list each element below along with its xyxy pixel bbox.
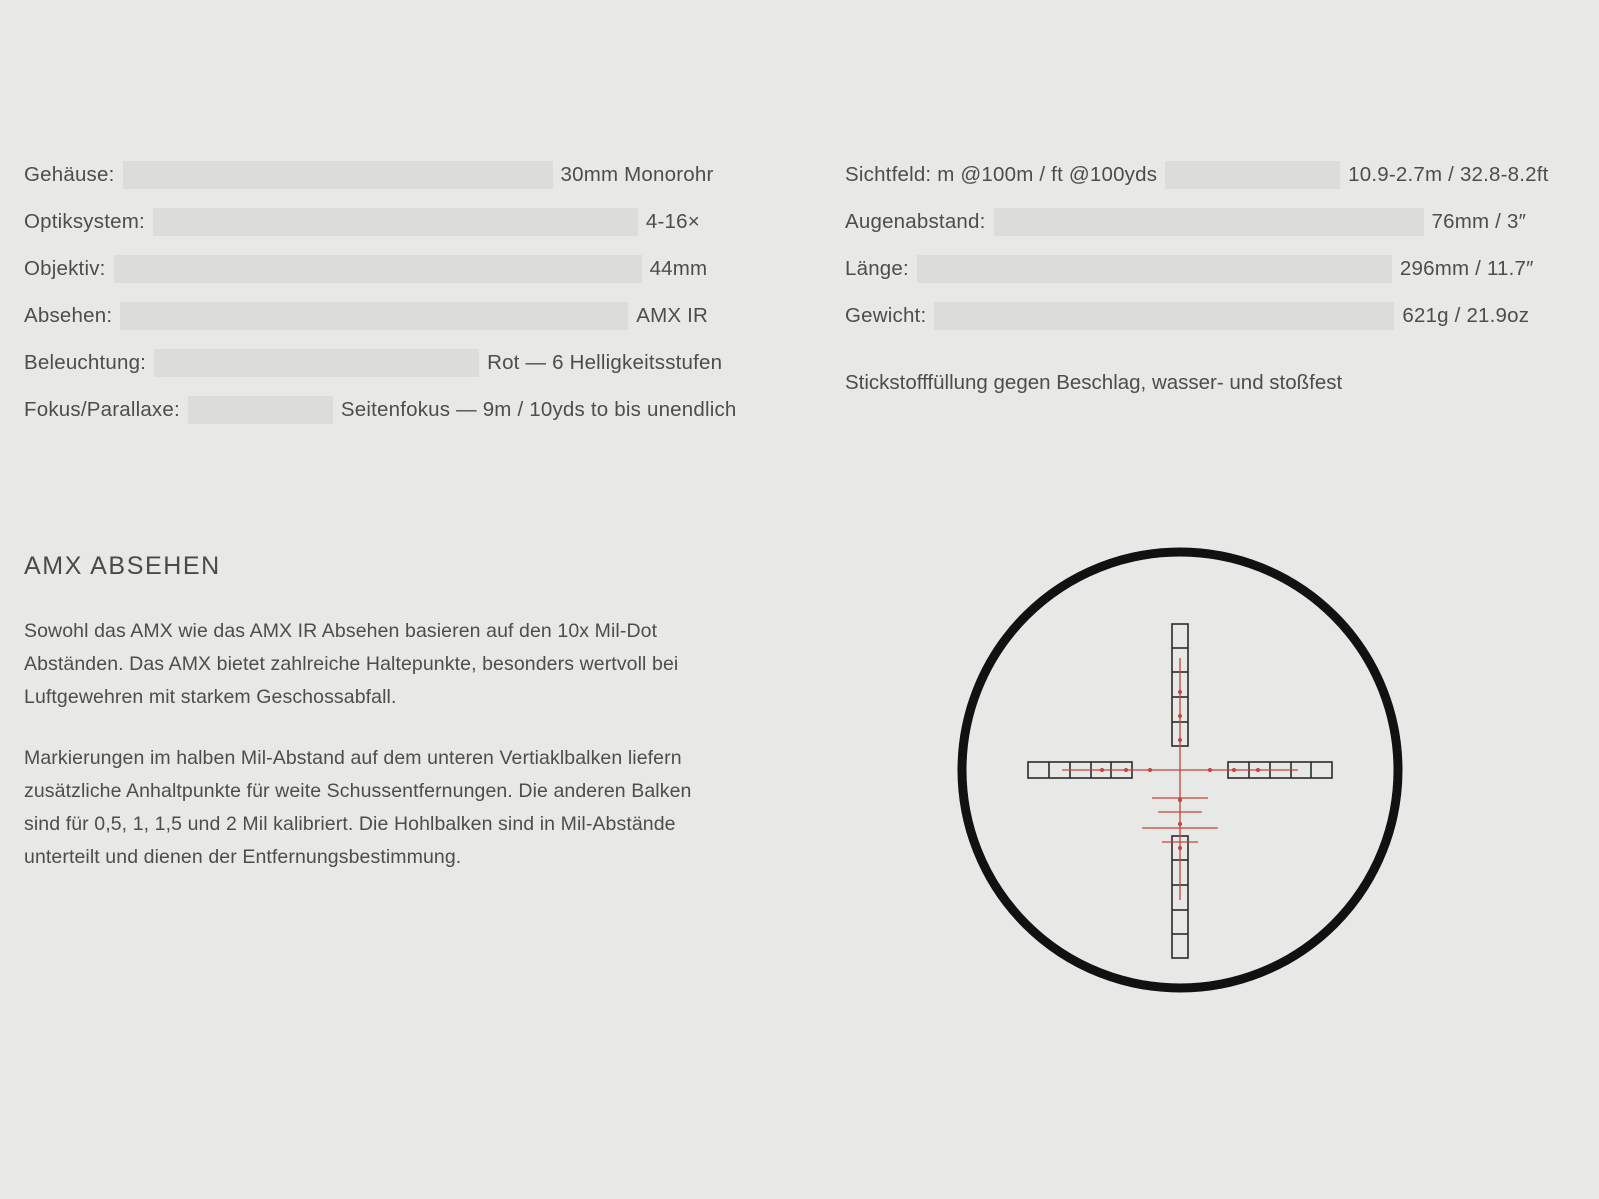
spec-row xyxy=(845,160,1550,190)
spec-value: 30mm Monorohr xyxy=(560,163,714,186)
spec-filler-bar xyxy=(934,302,1394,330)
spec-label: Fokus/Parallaxe: xyxy=(24,398,180,421)
spec-value: AMX IR xyxy=(636,304,709,327)
spec-filler-bar xyxy=(917,255,1392,283)
spec-label: Beleuchtung: xyxy=(24,351,147,374)
section-title: AMX ABSEHEN xyxy=(24,552,221,580)
spec-filler-bar xyxy=(994,208,1424,236)
spec-value: 76mm / 3″ xyxy=(1431,210,1527,233)
spec-row xyxy=(845,301,1550,331)
spec-value: 10.9-2.7m / 32.8-8.2ft xyxy=(1348,163,1549,186)
spec-label: Gewicht: xyxy=(845,304,927,327)
spec-value: Seitenfokus — 9m / 10yds to bis unendlich xyxy=(340,398,737,421)
spec-row xyxy=(24,348,724,378)
spec-filler-bar xyxy=(154,349,479,377)
spec-filler-bar xyxy=(123,161,553,189)
spec-row xyxy=(24,395,737,425)
spec-value: 296mm / 11.7″ xyxy=(1399,257,1534,280)
spec-label: Absehen: xyxy=(24,304,113,327)
reticle-crosshair xyxy=(1062,658,1298,900)
reticle-paragraph: Sowohl das AMX wie das AMX IR Absehen basieren auf den 10x Mil-Dot Abständen. Das AMX bietet zahlreiche Haltepunkte, besonders wertvoll bei Luftgewehren mit starkem Geschossabfall. xyxy=(24,620,679,708)
spec-value: 44mm xyxy=(649,257,708,280)
spec-row xyxy=(24,301,724,331)
spec-value: 621g / 21.9oz xyxy=(1402,304,1530,327)
spec-label: Augenabstand: xyxy=(845,210,986,233)
spec-table-right xyxy=(845,160,1550,348)
reticle-svg xyxy=(950,540,1410,1000)
spec-filler-bar xyxy=(120,302,628,330)
spec-table-left xyxy=(24,160,737,442)
spec-filler-bar xyxy=(188,396,333,424)
spec-label: Gehäuse: xyxy=(24,163,115,186)
spec-filler-bar xyxy=(114,255,642,283)
spec-footnote: Stickstofffüllung gegen Beschlag, wasser- und stoßfest xyxy=(845,371,1343,394)
spec-row xyxy=(845,207,1550,237)
reticle-paragraph: Markierungen im halben Mil-Abstand auf dem unteren Vertiaklbalken liefern zusätzliche Anhaltpunkte für weite Schussentfernungen. Die anderen Balken sind für 0,5, 1, 1,5 und 2 Mil kalibriert. Die Hohlbalken sind in Mil-Abstände unterteilt und dienen der Entfernungsbestimmung. xyxy=(24,747,692,868)
spec-value: 4-16× xyxy=(645,210,700,233)
spec-row xyxy=(24,207,724,237)
spec-filler-bar xyxy=(153,208,638,236)
spec-row xyxy=(24,160,724,190)
spec-row xyxy=(24,254,724,284)
spec-label: Objektiv: xyxy=(24,257,106,280)
reticle-diagram xyxy=(950,540,1410,1000)
spec-label: Optiksystem: xyxy=(24,210,145,233)
spec-label: Länge: xyxy=(845,257,909,280)
spec-value: Rot — 6 Helligkeitsstufen xyxy=(487,351,723,374)
reticle-description xyxy=(24,552,714,902)
spec-label: Sichtfeld: m @100m / ft @100yds xyxy=(845,163,1158,186)
spec-filler-bar xyxy=(1165,161,1340,189)
spec-row xyxy=(845,254,1550,284)
